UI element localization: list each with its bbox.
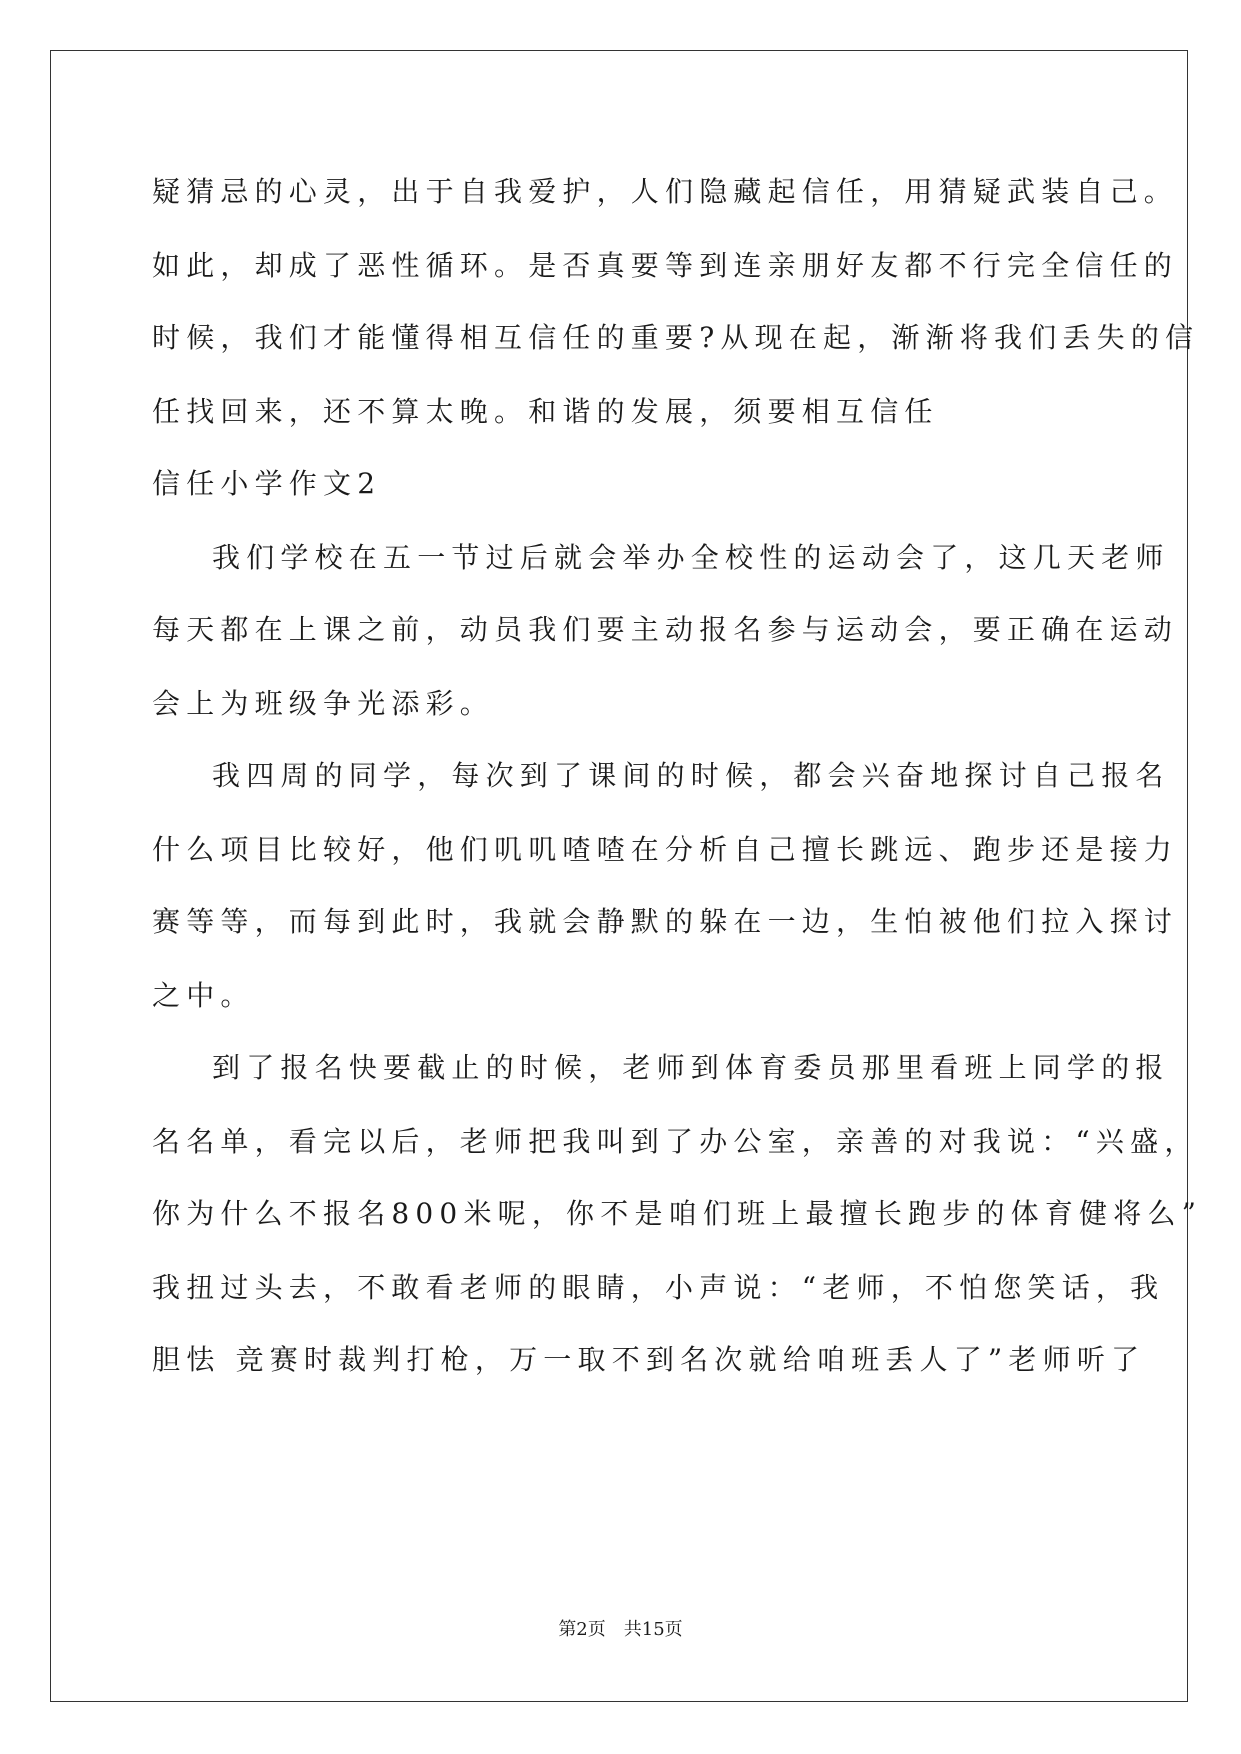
section-heading: 信任小学作文2 [152, 467, 382, 500]
page-total: 共15页 [623, 1619, 683, 1640]
body-line-3: 时候，我们才能懂得相互信任的重要?从现在起，渐渐将我们丢失的信 [152, 321, 1200, 354]
body-line-1: 疑猜忌的心灵，出于自我爱护，人们隐藏起信任，用猜疑武装自己。 [152, 175, 1179, 208]
paragraph-3-line-1: 到了报名快要截止的时候，老师到体育委员那里看班上同学的报 [212, 1051, 1170, 1084]
paragraph-2-line-1: 我四周的同学，每次到了课间的时候，都会兴奋地探讨自己报名 [212, 759, 1170, 792]
paragraph-3-line-2: 名名单，看完以后，老师把我叫到了办公室，亲善的对我说：“兴盛， [152, 1125, 1199, 1158]
paragraph-1-line-2: 每天都在上课之前，动员我们要主动报名参与运动会，要正确在运动 [152, 613, 1179, 646]
body-line-4: 任找回来，还不算太晚。和谐的发展，须要相互信任 [152, 395, 939, 428]
paragraph-2-line-4: 之中。 [152, 979, 255, 1012]
page-number: 第2页 [558, 1619, 606, 1640]
paragraph-3-line-3: 你为什么不报名800米呢，你不是咱们班上最擅长跑步的体育健将么” [152, 1197, 1203, 1230]
page-footer [0, 1618, 1241, 1642]
paragraph-2-line-3: 赛等等，而每到此时，我就会静默的躲在一边，生怕被他们拉入探讨 [152, 905, 1179, 938]
paragraph-1-line-3: 会上为班级争光添彩。 [152, 687, 495, 720]
paragraph-3-line-5: 胆怯 竞赛时裁判打枪，万一取不到名次就给咱班丢人了”老师听了 [152, 1343, 1146, 1376]
paragraph-3-line-4: 我扭过头去，不敢看老师的眼睛，小声说：“老师，不怕您笑话，我 [152, 1271, 1165, 1304]
page-border [50, 50, 1188, 1702]
paragraph-1-line-1: 我们学校在五一节过后就会举办全校性的运动会了，这几天老师 [212, 541, 1170, 574]
paragraph-2-line-2: 什么项目比较好，他们叽叽喳喳在分析自己擅长跳远、跑步还是接力 [152, 833, 1179, 866]
body-line-2: 如此，却成了恶性循环。是否真要等到连亲朋好友都不行完全信任的 [152, 249, 1179, 282]
